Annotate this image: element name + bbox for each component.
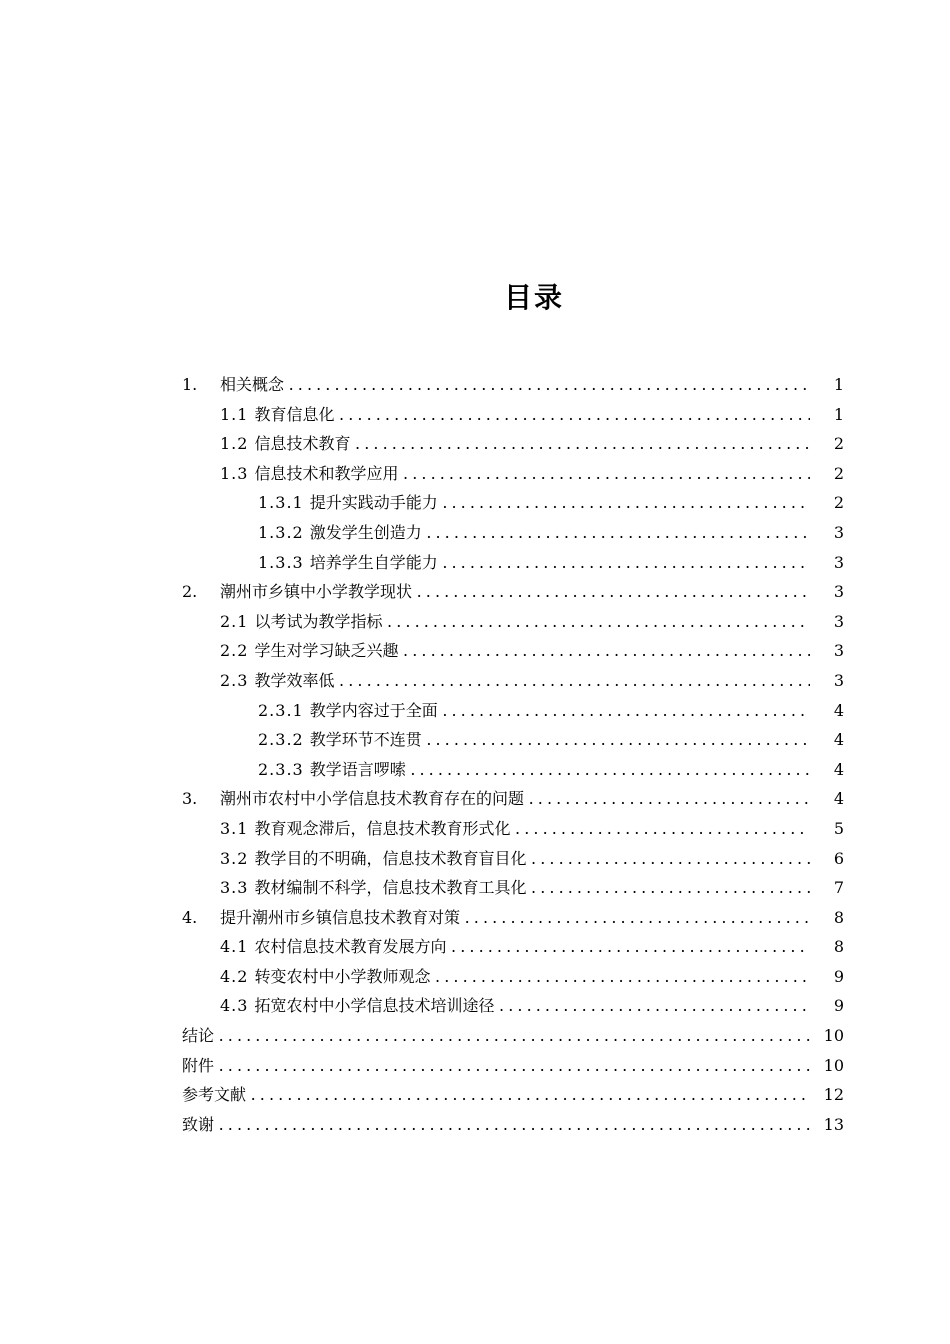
toc-entry[interactable]: [182, 1051, 854, 1081]
toc-entry-title: [182, 1110, 810, 1140]
toc-entry-number: 3.3: [220, 878, 249, 898]
toc-entry[interactable]: [182, 1080, 854, 1110]
toc-entry-label: 拓宽农村中小学信息技术培训途径: [254, 996, 495, 1016]
toc-entry-label: 潮州市乡镇中小学教学现状: [220, 582, 413, 602]
toc-entry-title: [258, 696, 810, 726]
toc-entry[interactable]: [182, 518, 854, 548]
toc-entry-title: [258, 518, 810, 548]
toc-entry-number: 3.2: [220, 848, 249, 868]
toc-entry-page-number: 8: [833, 937, 844, 957]
toc-entry-label: 附件: [182, 1055, 215, 1075]
toc-entry[interactable]: [182, 488, 854, 518]
toc-entry-page-number: 2: [833, 434, 844, 454]
toc-entry-page-number: 4: [833, 789, 844, 809]
toc-entry-number: 2.3.2: [258, 730, 304, 750]
toc-entry-number: 2.3: [220, 670, 249, 690]
toc-entry-label: 结论: [182, 1026, 215, 1046]
toc-entry-title: [220, 962, 810, 992]
toc-entry[interactable]: [182, 1021, 854, 1051]
toc-entry-title: [220, 991, 810, 1021]
toc-entry-number: 1.3: [220, 463, 249, 483]
toc-entry-label: 培养学生自学能力: [309, 552, 438, 572]
toc-entry-number: 1.1: [220, 404, 249, 424]
toc-entry-page-number: 13: [823, 1114, 844, 1134]
toc-entry-number: 3.: [182, 789, 198, 809]
toc-entry-number: 4.2: [220, 966, 249, 986]
toc-entry-number: 2.3.3: [258, 759, 304, 779]
toc-entry-title: [220, 814, 810, 844]
toc-entry-page-number: 3: [833, 522, 844, 542]
toc-entry-title: [220, 666, 810, 696]
toc-entry-page-number: 8: [833, 907, 844, 927]
toc-entry-number: 4.1: [220, 937, 249, 957]
toc-entry-page-number: 2: [833, 493, 844, 513]
toc-entry-page-number: 12: [823, 1085, 844, 1105]
toc-entry-title: [220, 636, 810, 666]
toc-entry-number: 2.3.1: [258, 700, 304, 720]
toc-entry-number: 3.1: [220, 818, 249, 838]
toc-entry[interactable]: [182, 903, 854, 933]
toc-entry[interactable]: [182, 1110, 854, 1140]
toc-entry[interactable]: [182, 932, 854, 962]
toc-entry-title: [182, 903, 810, 933]
toc-entry-label: 提升实践动手能力: [309, 493, 438, 513]
toc-entry-title: [220, 844, 810, 874]
toc-entry[interactable]: [182, 548, 854, 578]
toc-entry[interactable]: [182, 962, 854, 992]
toc-entry-page-number: 4: [833, 700, 844, 720]
toc-entry[interactable]: [182, 873, 854, 903]
toc-entry-label: 相关概念: [220, 375, 285, 394]
toc-entry-page-number: 9: [833, 966, 844, 986]
toc-entry-title: [220, 429, 810, 459]
toc-entry-page-number: 6: [833, 848, 844, 868]
toc-entry-title: [220, 873, 810, 903]
toc-entry-label: 教育观念滞后，信息技术教育形式化: [254, 818, 511, 838]
toc-entry[interactable]: [182, 725, 854, 755]
toc-entry-label: 教育信息化: [254, 404, 335, 424]
toc-entry[interactable]: [182, 459, 854, 489]
toc-entry-label: 教学内容过于全面: [309, 700, 438, 720]
toc-entry-number: 2.: [182, 582, 198, 602]
toc-entry-page-number: 3: [833, 670, 844, 690]
toc-title: 目录: [503, 281, 564, 314]
toc-entry-number: 1.3.2: [258, 522, 304, 542]
table-of-contents: [182, 370, 854, 1139]
toc-entry[interactable]: [182, 400, 854, 430]
toc-entry[interactable]: [182, 991, 854, 1021]
toc-entry-number: 4.: [182, 907, 198, 927]
toc-entry[interactable]: [182, 696, 854, 726]
toc-entry-page-number: 3: [833, 582, 844, 602]
toc-entry-number: 1.3.1: [258, 493, 304, 513]
toc-entry-number: 2.2: [220, 641, 249, 661]
toc-entry-label: 转变农村中小学教师观念: [254, 966, 431, 986]
toc-entry-title: [258, 755, 810, 785]
toc-entry-number: 1.2: [220, 434, 249, 454]
toc-entry-number: 1.: [182, 375, 198, 394]
toc-entry-title: [182, 577, 810, 607]
toc-entry-title: [182, 1080, 810, 1110]
toc-entry-title: [182, 370, 810, 400]
toc-entry[interactable]: [182, 666, 854, 696]
toc-entry-title: [182, 1051, 810, 1081]
toc-entry-label: 教学效率低: [254, 670, 335, 690]
toc-entry-number: 4.3: [220, 996, 249, 1016]
toc-entry-label: 激发学生创造力: [309, 522, 422, 542]
toc-entry-title: [258, 488, 810, 518]
toc-entry[interactable]: [182, 844, 854, 874]
toc-entry-page-number: 10: [823, 1026, 844, 1046]
toc-entry-label: 教学目的不明确，信息技术教育盲目化: [254, 848, 527, 868]
toc-entry-label: 信息技术教育: [254, 434, 351, 454]
toc-entry-number: 1.3.3: [258, 552, 304, 572]
toc-entry-page-number: 4: [833, 730, 844, 750]
toc-entry-label: 农村信息技术教育发展方向: [254, 937, 447, 957]
toc-entry-label: 潮州市农村中小学信息技术教育存在的问题: [220, 789, 525, 809]
toc-entry[interactable]: [182, 370, 854, 400]
toc-entry-page-number: 10: [823, 1055, 844, 1075]
toc-entry-page-number: 7: [833, 878, 844, 898]
toc-entry-title: [220, 459, 810, 489]
toc-entry-title: [258, 725, 810, 755]
toc-entry-title: [220, 607, 810, 637]
toc-entry-page-number: 3: [833, 552, 844, 572]
toc-entry-label: 教学语言啰嗦: [309, 759, 406, 779]
toc-entry-label: 以考试为教学指标: [254, 611, 383, 631]
toc-entry-label: 参考文献: [182, 1085, 247, 1105]
toc-entry-page-number: 1: [833, 404, 844, 424]
toc-entry-page-number: 9: [833, 996, 844, 1016]
toc-entry[interactable]: [182, 577, 854, 607]
toc-entry-title: [182, 1021, 810, 1051]
toc-entry[interactable]: [182, 636, 854, 666]
toc-entry-label: 提升潮州市乡镇信息技术教育对策: [220, 907, 461, 927]
toc-entry[interactable]: [182, 607, 854, 637]
toc-entry-label: 教学环节不连贯: [309, 730, 422, 750]
toc-entry-page-number: 3: [833, 611, 844, 631]
toc-entry-title: [182, 784, 810, 814]
toc-entry[interactable]: [182, 755, 854, 785]
toc-entry-number: 2.1: [220, 611, 249, 631]
toc-entry[interactable]: [182, 429, 854, 459]
toc-entry-label: 信息技术和教学应用: [254, 463, 399, 483]
toc-entry-title: [220, 400, 810, 430]
toc-entry-page-number: 2: [833, 463, 844, 483]
toc-entry-label: 致谢: [182, 1114, 215, 1134]
toc-entry-label: 学生对学习缺乏兴趣: [254, 641, 399, 661]
toc-entry-title: [220, 932, 810, 962]
toc-entry-page-number: 5: [833, 818, 844, 838]
toc-entry[interactable]: [182, 814, 854, 844]
toc-entry-title: [258, 548, 810, 578]
toc-entry[interactable]: [182, 784, 854, 814]
toc-entry-label: 教材编制不科学，信息技术教育工具化: [254, 878, 527, 898]
toc-entry-page-number: 3: [833, 641, 844, 661]
toc-entry-page-number: 1: [833, 375, 844, 394]
toc-entry-page-number: 4: [833, 759, 844, 779]
